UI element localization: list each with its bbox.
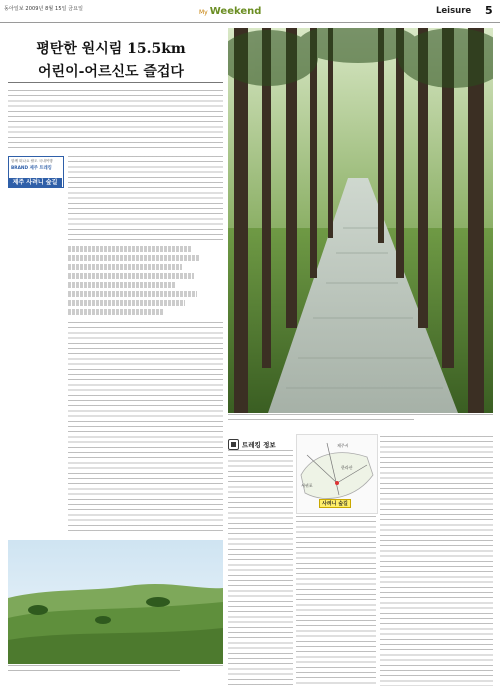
map-place-2: 제주시 bbox=[337, 443, 349, 448]
info-box-icon bbox=[228, 439, 239, 450]
badge-location-tag: 제주 사려니 숲길 bbox=[8, 178, 62, 187]
quoted-poem bbox=[68, 246, 222, 318]
badge-series-label: 함께 떠나요 팔도 국내여행 bbox=[11, 159, 53, 163]
body-text-block-1 bbox=[68, 156, 223, 240]
title-divider bbox=[8, 82, 223, 83]
meadow-photo-caption bbox=[8, 665, 223, 679]
trekking-info-header bbox=[228, 434, 293, 449]
info-details-text bbox=[228, 450, 293, 686]
map-highlight-label: 사려니 숲길 bbox=[319, 499, 351, 508]
logo-prefix: My bbox=[199, 9, 208, 16]
forest-photo-caption bbox=[228, 414, 493, 428]
article-title-line1: 평탄한 원시림 15.5km bbox=[36, 41, 186, 57]
info-details-text-2 bbox=[296, 516, 376, 686]
newspaper-dateline: 동아일보 2009년 8월 15일 금요일 bbox=[4, 6, 84, 12]
article-title-line2: 어린이-어르신도 즐겁다 bbox=[38, 64, 184, 80]
page-number: 5 bbox=[485, 4, 493, 17]
location-map bbox=[296, 434, 378, 514]
map-place-1: 한라산 bbox=[341, 465, 353, 470]
trekking-info-title: 트레킹 정보 bbox=[242, 441, 276, 449]
forest-path-photo bbox=[228, 28, 493, 413]
lead-paragraph bbox=[8, 90, 223, 148]
weekend-logo bbox=[199, 6, 261, 17]
badge-brand-label: BRAND 제주 트레킹 bbox=[11, 166, 52, 171]
body-text-block-2 bbox=[68, 322, 223, 534]
section-name: Leisure bbox=[436, 6, 472, 16]
right-column-text bbox=[380, 436, 493, 686]
meadow-landscape-photo bbox=[8, 540, 223, 664]
logo-text: Weekend bbox=[209, 6, 262, 17]
map-place-3: 서귀포 bbox=[301, 483, 313, 488]
